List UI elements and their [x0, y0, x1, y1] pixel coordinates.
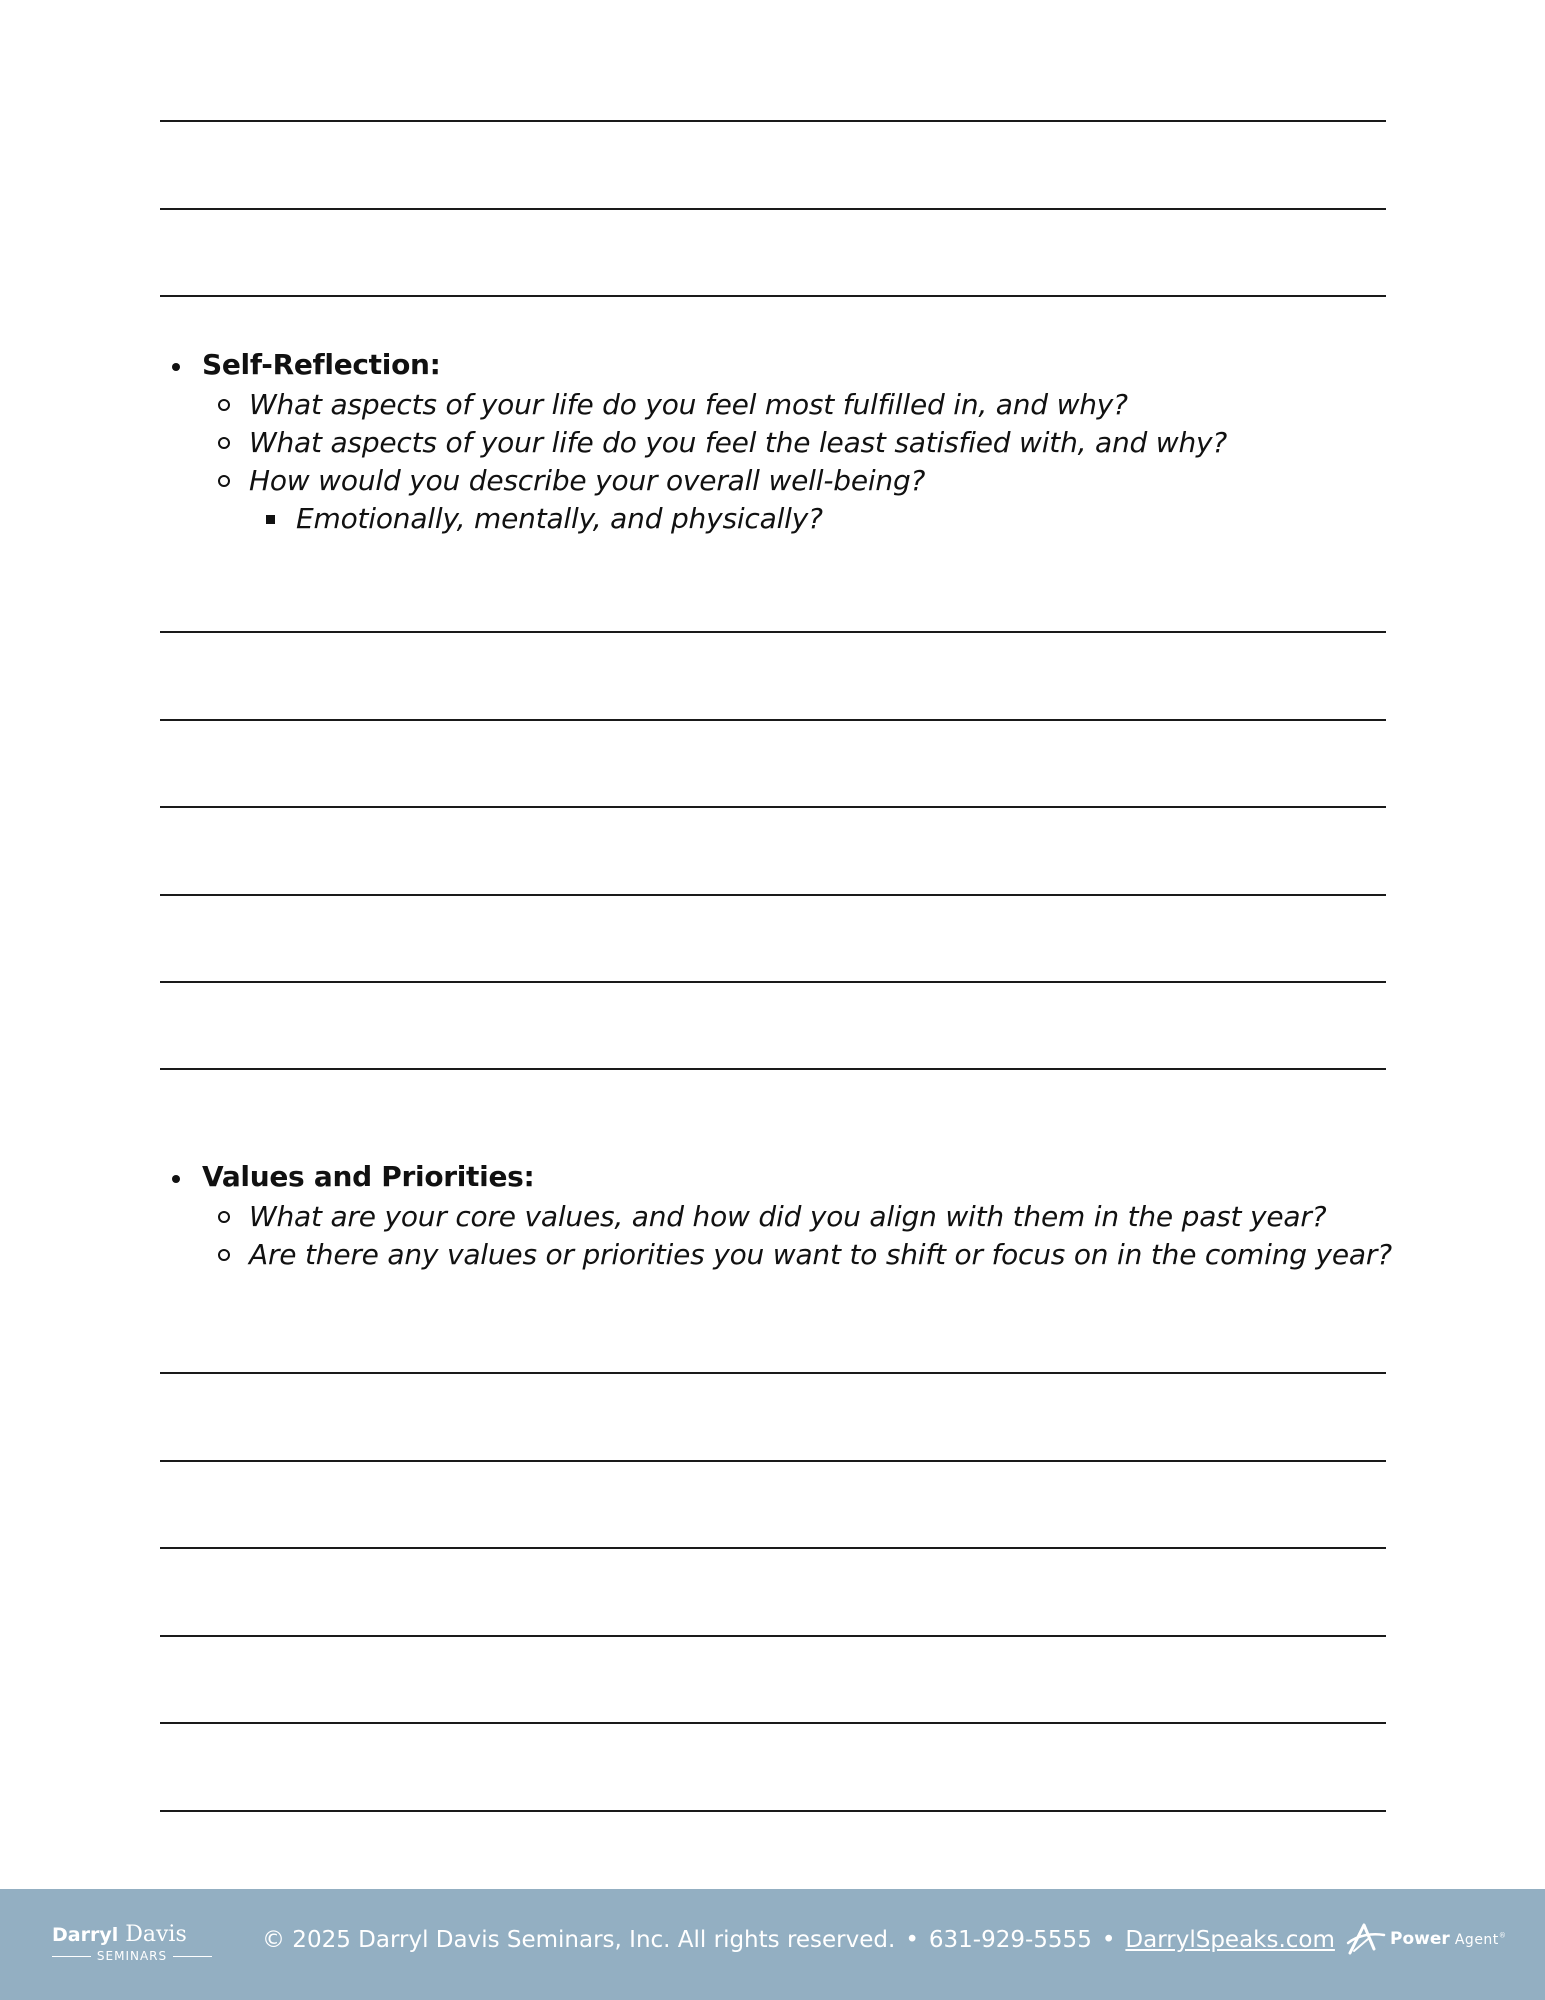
question-text: How would you describe your overall well-being?: [249, 464, 926, 497]
question-text: Are there any values or priorities you want to shift or focus on in the coming year?: [249, 1238, 1392, 1271]
question-text: What are your core values, and how did you align with them in the past year?: [249, 1200, 1327, 1233]
writing-line: [160, 1372, 1386, 1374]
writing-line: [160, 894, 1386, 896]
bullet-dot-icon: [172, 1175, 180, 1183]
subquestion-text: Emotionally, mentally, and physically?: [296, 502, 823, 535]
logo-word-power: Power: [1390, 1929, 1450, 1949]
darryl-davis-seminars-logo: [52, 1923, 212, 1963]
writing-line: [160, 295, 1386, 297]
section-heading: Self-Reflection:: [202, 348, 441, 381]
bullet-circle-icon: [218, 1249, 230, 1261]
writing-line: [160, 1635, 1386, 1637]
bullet-circle-icon: [218, 437, 230, 449]
website-link[interactable]: DarrylSpeaks.com: [1125, 1927, 1335, 1953]
section-values-priorities: [160, 1160, 1460, 1274]
power-agent-swoosh-icon: [1346, 1921, 1386, 1957]
writing-line: [160, 981, 1386, 983]
writing-line: [160, 1460, 1386, 1462]
power-agent-logo: [1346, 1921, 1506, 1957]
separator: •: [1101, 1927, 1116, 1953]
registered-mark: ®: [1498, 1931, 1506, 1940]
bullet-circle-icon: [218, 399, 230, 411]
writing-line: [160, 1547, 1386, 1549]
bullet-dot-icon: [172, 363, 180, 371]
copyright-text: © 2025 Darryl Davis Seminars, Inc. All rights reserved.: [262, 1927, 896, 1953]
section-heading: Values and Priorities:: [202, 1160, 535, 1193]
section-self-reflection: [160, 348, 1460, 538]
writing-line: [160, 1068, 1386, 1070]
page-footer: [0, 1889, 1545, 2000]
writing-line: [160, 208, 1386, 210]
question-text: What aspects of your life do you feel the least satisfied with, and why?: [249, 426, 1228, 459]
footer-contact: [262, 1927, 1335, 1953]
bullet-square-icon: [266, 515, 275, 524]
logo-word-agent: Agent: [1454, 1932, 1499, 1948]
bullet-circle-icon: [218, 475, 230, 487]
writing-line: [160, 631, 1386, 633]
writing-line: [160, 719, 1386, 721]
logo-subtitle: SEMINARS: [96, 1949, 168, 1963]
writing-line: [160, 120, 1386, 122]
logo-word-darryl: Darryl: [52, 1924, 119, 1946]
question-text: What aspects of your life do you feel most fulfilled in, and why?: [249, 388, 1128, 421]
writing-line: [160, 1722, 1386, 1724]
writing-line: [160, 806, 1386, 808]
separator: •: [905, 1927, 919, 1953]
bullet-circle-icon: [218, 1211, 230, 1223]
phone-number: 631-929-5555: [928, 1927, 1092, 1953]
writing-line: [160, 1810, 1386, 1812]
logo-word-davis: Davis: [125, 1922, 187, 1947]
